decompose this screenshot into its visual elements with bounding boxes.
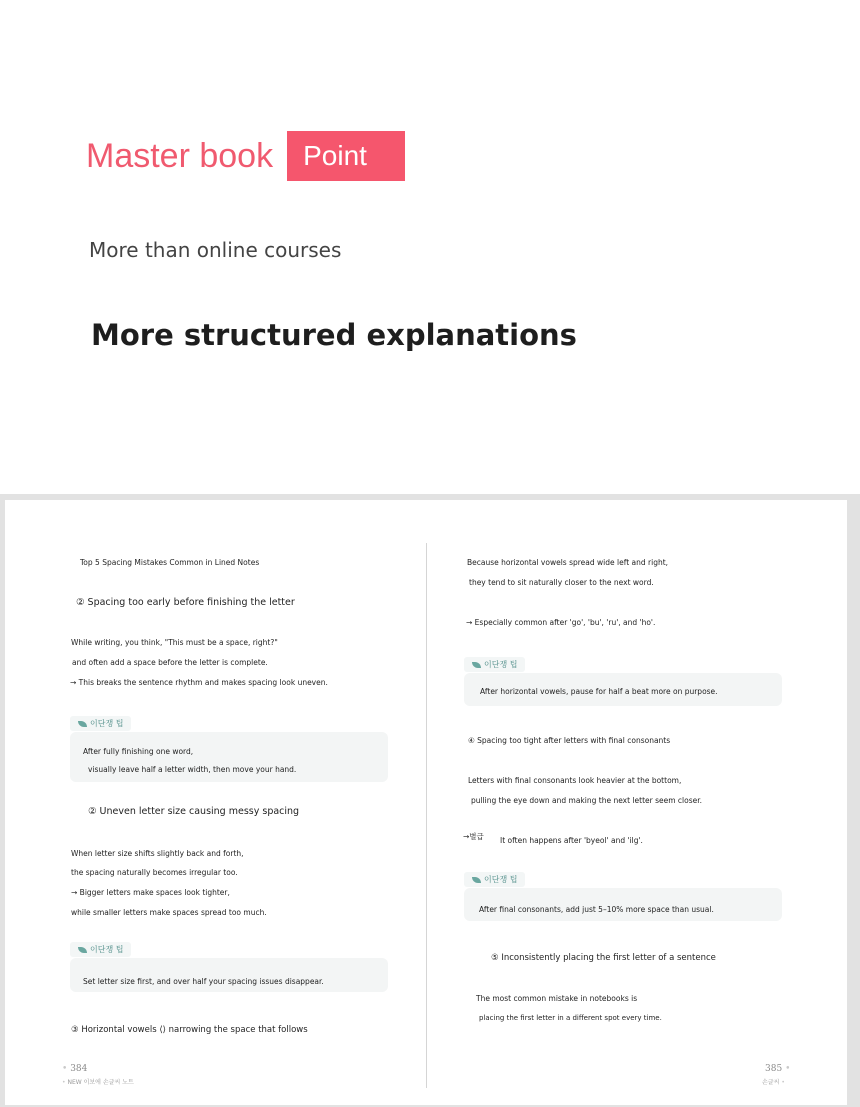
tip-label <box>70 942 131 957</box>
point-badge: Point 03 <box>287 131 405 181</box>
leaf-icon <box>472 662 481 668</box>
running-footer-right: 손글씨 • <box>762 1079 785 1086</box>
brand-title: Master book <box>86 136 274 175</box>
brand-header <box>86 131 405 221</box>
body-line: When letter size shifts slightly back and forth, <box>71 849 244 858</box>
tip-label-text: 이단쟁 팁 <box>484 660 518 669</box>
tip-label-text: 이단쟁 팁 <box>90 719 124 728</box>
tip-line: After final consonants, add just 5–10% more space than usual. <box>479 905 714 914</box>
page-number-text: 385 <box>765 1064 783 1074</box>
headline: More structured explanations <box>91 318 577 352</box>
tip-label <box>70 716 131 731</box>
running-footer-text: 손글씨 <box>762 1079 780 1086</box>
running-footer-text: NEW 이보에 손글씨 노트 <box>67 1079 134 1086</box>
tip-label <box>464 657 525 672</box>
tip-box <box>70 732 388 782</box>
section-heading-5: ⑤ Inconsistently placing the first letter of a sentence <box>491 953 716 963</box>
body-line: pulling the eye down and making the next letter seem closer. <box>471 796 703 805</box>
leaf-icon <box>78 721 87 727</box>
page-gutter <box>426 543 427 1088</box>
body-line: It often happens after 'byeol' and 'ilg'. <box>500 836 643 845</box>
tip-line: After fully finishing one word, <box>83 747 194 756</box>
section-heading-3: ③ Horizontal vowels ⟨⟩ narrowing the space that follows <box>71 1025 308 1035</box>
body-line: While writing, you think, "This must be a space, right?" <box>71 638 278 647</box>
page-number-right: 385 • <box>765 1064 791 1074</box>
tip-label-text: 이단쟁 팁 <box>484 875 518 884</box>
leaf-icon <box>78 947 87 953</box>
body-line: the spacing naturally becomes irregular too. <box>71 868 238 877</box>
leaf-icon <box>472 877 481 883</box>
arrow-note: →별급 <box>463 832 484 841</box>
body-line: they tend to sit naturally closer to the next word. <box>469 578 654 587</box>
section-heading-1: ② Spacing too early before finishing the letter <box>76 597 295 608</box>
subtitle: More than online courses <box>89 238 342 262</box>
tip-box <box>464 673 782 706</box>
tip-label-text: 이단쟁 팁 <box>90 945 124 954</box>
page-number-text: 384 <box>70 1064 88 1074</box>
section-heading-4: ④ Spacing too tight after letters with final consonants <box>468 736 671 745</box>
tip-line: Set letter size first, and over half your spacing issues disappear. <box>83 977 324 986</box>
tip-line: visually leave half a letter width, then move your hand. <box>88 765 297 774</box>
tip-line: After horizontal vowels, pause for half a beat more on purpose. <box>480 687 718 696</box>
body-line: Because horizontal vowels spread wide left and right, <box>467 558 669 567</box>
section-heading-2: ② Uneven letter size causing messy spacing <box>88 806 300 817</box>
running-footer-left: • NEW 이보에 손글씨 노트 <box>62 1079 134 1086</box>
body-line: → Especially common after 'go', 'bu', 'ru', and 'ho'. <box>466 618 656 627</box>
body-line: while smaller letters make spaces spread too much. <box>71 908 267 917</box>
tip-box <box>464 888 782 921</box>
body-line: The most common mistake in notebooks is <box>476 994 638 1003</box>
tip-label <box>464 872 525 887</box>
body-line: → This breaks the sentence rhythm and makes spacing look uneven. <box>70 678 328 687</box>
page-number-left: • 384 <box>62 1064 88 1074</box>
tip-box <box>70 958 388 992</box>
body-line: Letters with final consonants look heavier at the bottom, <box>468 776 682 785</box>
left-page-title: Top 5 Spacing Mistakes Common in Lined Notes <box>80 558 260 567</box>
body-line: → Bigger letters make spaces look tighter, <box>71 888 230 897</box>
body-line: and often add a space before the letter is complete. <box>72 658 268 667</box>
body-line: placing the first letter in a different spot every time. <box>479 1014 662 1022</box>
